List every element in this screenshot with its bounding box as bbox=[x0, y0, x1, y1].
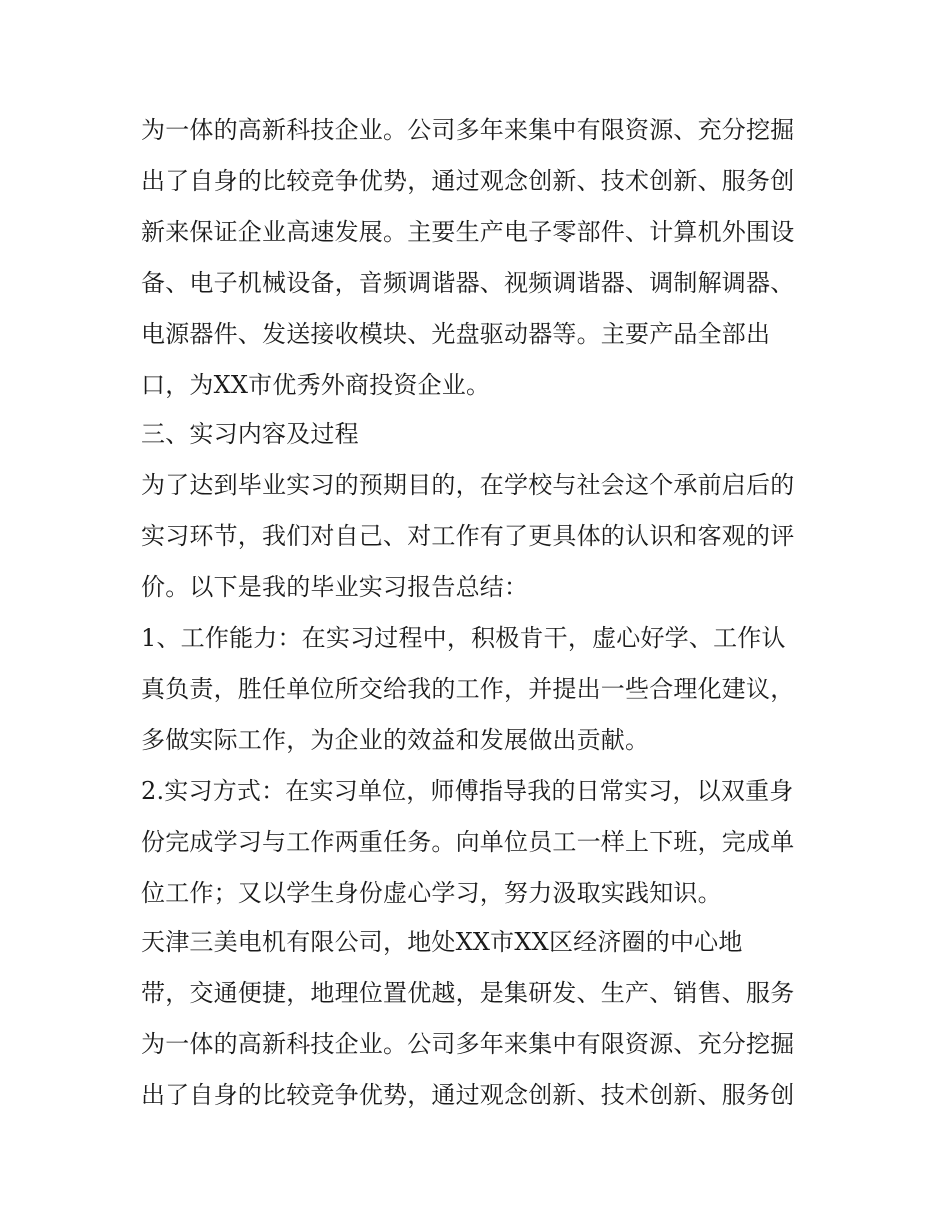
text-line: 为了达到毕业实习的预期目的，在学校与社会这个承前启后的 bbox=[141, 471, 795, 499]
text-line: 带，交通便捷，地理位置优越，是集研发、生产、销售、服务 bbox=[141, 979, 795, 1007]
text-line: 为一体的高新科技企业。公司多年来集中有限资源、充分挖掘 bbox=[141, 116, 795, 144]
section-heading: 三、实习内容及过程 bbox=[141, 420, 359, 448]
text-line: 为一体的高新科技企业。公司多年来集中有限资源、充分挖掘 bbox=[141, 1030, 795, 1058]
text-line: 出了自身的比较竞争优势，通过观念创新、技术创新、服务创 bbox=[141, 1081, 795, 1109]
text-line: 实习环节，我们对自己、对工作有了更具体的认识和客观的评 bbox=[141, 522, 795, 550]
text-line: 天津三美电机有限公司，地处XX市XX区经济圈的中心地 bbox=[141, 928, 743, 956]
text-line: 2.实习方式：在实习单位，师傅指导我的日常实习，以双重身 bbox=[141, 777, 794, 805]
text-line: 1、工作能力：在实习过程中，积极肯干，虚心好学、工作认 bbox=[141, 624, 786, 652]
text-line: 出了自身的比较竞争优势，通过观念创新、技术创新、服务创 bbox=[141, 167, 795, 195]
text-line: 新来保证企业高速发展。主要生产电子零部件、计算机外围设 bbox=[141, 218, 795, 246]
text-line: 电源器件、发送接收模块、光盘驱动器等。主要产品全部出 bbox=[141, 320, 771, 348]
text-line: 备、电子机械设备，音频调谐器、视频调谐器、调制解调器、 bbox=[141, 269, 795, 297]
text-line: 多做实际工作，为企业的效益和发展做出贡献。 bbox=[141, 726, 650, 754]
text-line: 价。以下是我的毕业实习报告总结： bbox=[141, 573, 529, 601]
text-line: 真负责，胜任单位所交给我的工作，并提出一些合理化建议， bbox=[141, 675, 795, 703]
text-line: 份完成学习与工作两重任务。向单位员工一样上下班，完成单 bbox=[141, 828, 795, 856]
text-line: 位工作；又以学生身份虚心学习，努力汲取实践知识。 bbox=[141, 879, 722, 907]
text-line: 口，为XX市优秀外商投资企业。 bbox=[141, 371, 491, 399]
